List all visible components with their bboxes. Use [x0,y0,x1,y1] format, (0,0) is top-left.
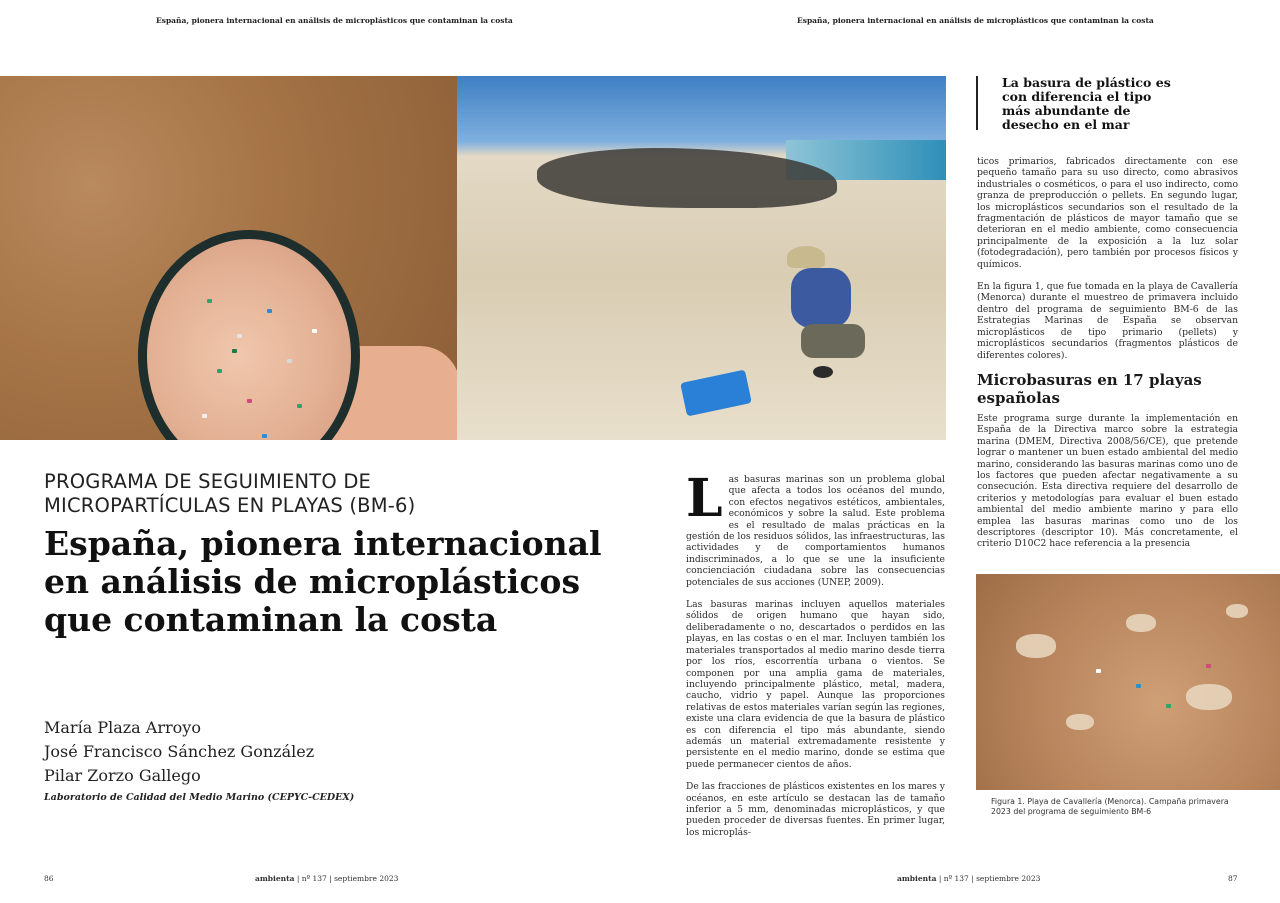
researcher-body [791,268,851,328]
body-paragraph: Este programa surge durante la implementación en España de la Directiva marco sobre la estrategia marina (DMEM, Directiva 2008/56/CE), que pretende lograr o mantener un buen estado ambiental del medio marino, considerando las basuras marinas como uno de los factores que pueden afectar negativamente a su consecución. Esta directiva requiere del desarrollo de criterios y metodologías para evaluar el buen estado ambiental del medio ambiente marino y para ello emplea las basuras marinas como uno de los descriptores (descriptor 10). Más concretamente, el criterio D10C2 hace referencia a la presencia [977,413,1238,550]
body-paragraph: Las basuras marinas son un problema global que afecta a todos los océanos del mundo, con efectos negativos estéticos, ambientales, económicos y sobre la salud. Este problema es el resultado de malas prácticas en la gestión de los residuos sólidos, las infraestructuras, las actividades y de comportamientos humanos indiscriminados, a lo que se une la insuficiente concienciación ciudadana sobre las consecuencias potenciales de sus acciones (UNEP, 2009). [686,468,945,588]
page-number-right: 87 [1228,874,1238,883]
author-block [44,716,464,806]
section-subheading: Microbasuras en 17 playas españolas [977,371,1202,407]
magazine-name: ambienta [255,874,295,883]
photo-beach-sampling [457,76,946,440]
body-paragraph: ticos primarios, fabricados directamente con ese pequeño tamaño para su uso directo, como abrasivos industriales o cosméticos, o para el uso indirecto, como granza de preproducción o pellets. En segundo lugar, los microplásticos secundarios son el resultado de la fragmentación de plásticos de mayor tamaño que se deterioran en el medio ambiente, como consecuencia principalmente de la exposición a la luz solar (fotodegradación), pero también por procesos físicos y químicos. [977,156,1238,270]
author-affiliation: Laboratorio de Calidad del Medio Marino (CEPYC-CEDEX) [44,792,355,803]
author-name: José Francisco Sánchez González [44,742,315,761]
author-name: María Plaza Arroyo [44,718,201,737]
body-column-2 [977,156,1238,372]
body-column-1 [686,468,945,849]
sampling-sieve [813,366,833,378]
sampling-tray [680,370,752,417]
figure-1-photo [976,574,1280,790]
researcher-figure [757,246,877,366]
issue-info: | nº 137 | septiembre 2023 [936,874,1041,883]
footer-left [255,874,398,883]
magazine-name: ambienta [897,874,937,883]
body-column-3 [977,413,1238,561]
page-number-left: 86 [44,874,54,883]
pull-quote: La basura de plástico es con diferencia el tipo más abundante de desecho en el mar [976,76,1176,130]
running-head-left: España, pionera internacional en análisis de microplásticos que contaminan la costa [156,16,513,25]
photo-magnifier-microplastics [0,76,457,440]
researcher-legs [801,324,865,358]
article-kicker: PROGRAMA DE SEGUIMIENTO DE MICROPARTÍCULAS EN PLAYAS (BM-6) [44,470,416,517]
article-headline: España, pionera internacional en análisis de microplásticos que contaminan la costa [44,524,602,639]
drop-cap: L [686,468,723,529]
body-paragraph: En la figura 1, que fue tomada en la playa de Cavallería (Menorca) durante el muestreo de primavera incluido dentro del programa de seguimiento BM-6 de las Estrategias Marinas de España se observan microplásticos de tipo primario (pellets) y microplásticos secundarios (fragmentos plásticos de diferentes colores). [977,281,1238,361]
body-paragraph: Las basuras marinas incluyen aquellos materiales sólidos de origen humano que hayan sido, deliberadamente o no, descartados o perdidos en las playas, en las costas o en el mar. Incluyen también los materiales transportados al medio marino desde tierra por los ríos, escorrentía urbana o vientos. Se componen por una amplia gama de materiales, incluyendo principalmente plástico, metal, madera, caucho, vidrio y papel. Aunque las proporciones relativas de estos materiales varían según las regiones, existe una clara evidencia de que la basura de plástico es con diferencia el tipo más abundante, siendo además un material extremadamente resistente y persistente en el medio marino, donde se estima que puede permanecer cientos de años. [686,599,945,770]
magnifier-lens [138,230,360,440]
issue-info: | nº 137 | septiembre 2023 [294,874,399,883]
author-name: Pilar Zorzo Gallego [44,766,201,785]
body-paragraph: De las fracciones de plásticos existentes en los mares y océanos, en este artículo se destacan las de tamaño inferior a 5 mm, denominadas microplásticos, y que pueden proceder de diversas fuentes. En primer lugar, los microplás- [686,781,945,838]
researcher-hat [787,246,825,268]
footer-right [897,874,1040,883]
figure-1-caption: Figura 1. Playa de Cavallería (Menorca). Campaña primavera 2023 del programa de seguimiento BM-6 [991,797,1229,816]
running-head-right: España, pionera internacional en análisis de microplásticos que contaminan la costa [797,16,1154,25]
